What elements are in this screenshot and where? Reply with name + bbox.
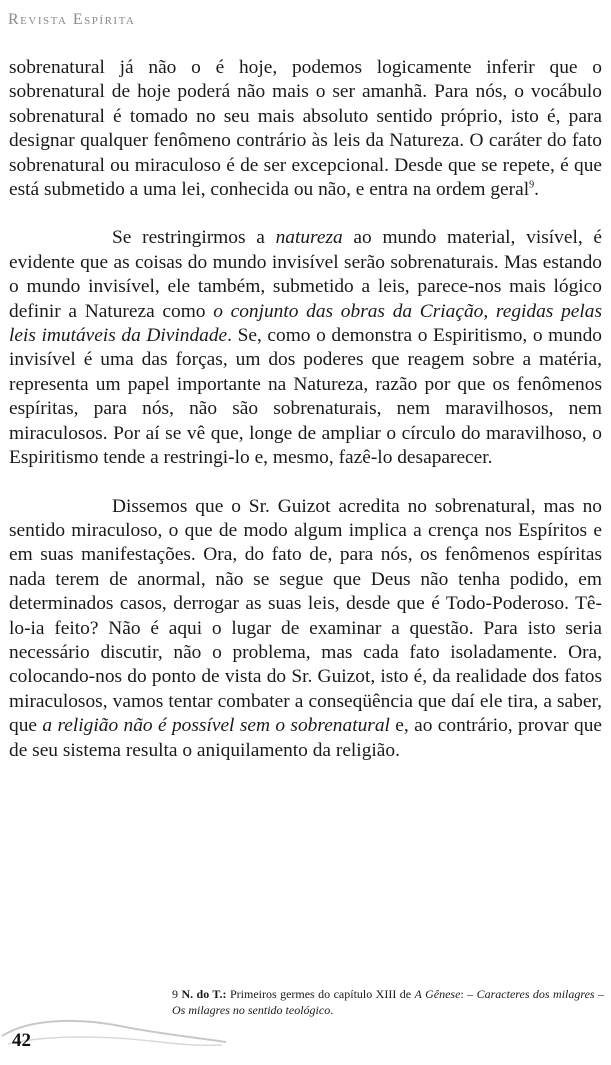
footnote-book-title: A Gênese (414, 987, 461, 1001)
footnote-ref[interactable]: 9 (529, 179, 535, 191)
footnote-number: 9 (172, 987, 178, 1001)
body-text (9, 56, 602, 763)
page-number: 42 (12, 1030, 31, 1051)
running-head: Revista Espírita (8, 11, 136, 28)
italic-quote: a religião não é possível sem o sobrenatural (42, 715, 390, 737)
decorative-swoosh (0, 1012, 230, 1057)
paragraph-3: Dissemos que o Sr. Guizot acredita no sobrenatural, mas no sentido miraculoso, o que de modo algum implica a crença nos Espíritos e em suas manifestações. Ora, do fato de, para nós, os fenômenos espíritas nada terem de anormal, não se segue que Deus não tenha podido, em determinados casos, derrogar as suas leis, desde que é Todo-Poderoso. Tê-lo-ia feito? Não é aqui o lugar de examinar a questão. Para isto seria necessário discutir, não o problema, mas cada fato isoladamente. Ora, colocando-nos do ponto de vista do Sr. Guizot, isto é, da realidade dos fatos miraculosos, vamos tentar combater a conseqüência que daí ele tira, a saber, que a religião não é possível sem o sobrenatural e, ao contrário, provar que de seu sistema resulta o aniquilamento da religião. (9, 495, 602, 761)
italic-term: natureza (275, 227, 343, 249)
paragraph-2: Se restringirmos a natureza ao mundo material, visível, é evidente que as coisas do mundo invisível serão sobrenaturais. Mas estando o mundo invisível, ele também, submetido a leis, parece-nos mais lógico definir a Natureza como o conjunto das obras da Criação, regidas pelas leis imutáveis da Divindade. Se, como o demonstra o Espiritismo, o mundo invisível é uma das forças, um dos poderes que reagem sobre a matéria, representa um papel importante na Natureza, razão por que os fenômenos espíritas, para nós, não são sobrenaturais, nem maravilhosos, nem miraculosos. Por aí se vê que, longe de ampliar o círculo do maravilhoso, o Espiritismo tende a restringi-lo e, mesmo, fazê-lo desaparecer. (9, 227, 603, 469)
footnote-label: N. do T.: (181, 987, 227, 1001)
paragraph-1: sobrenatural já não o é hoje, podemos logicamente inferir que o sobrenatural de hoje poderá não mais o ser amanhã. Para nós, o vocábulo sobrenatural é tomado no seu mais absoluto sentido próprio, isto é, para designar qualquer fenômeno contrário às leis da Natureza. O caráter do fato sobrenatural ou miraculoso é de ser excepcional. Desde que se repete, é que está submetido a uma lei, conhecida ou não, e entra na ordem geral$^9$. (9, 57, 602, 201)
footnote: 9 N. do T.: Primeiros germes do capítulo XIII de A Gênese: – Caracteres dos milagres – Os milagres no sentido teológico. (172, 987, 605, 1017)
italic-definition: o conjunto das obras da Criação, regidas pelas leis imutáveis da Divindade (9, 300, 602, 347)
footnote-chapter-title: Caracteres dos milagres – Os milagres no sentido teológico (172, 987, 605, 1017)
